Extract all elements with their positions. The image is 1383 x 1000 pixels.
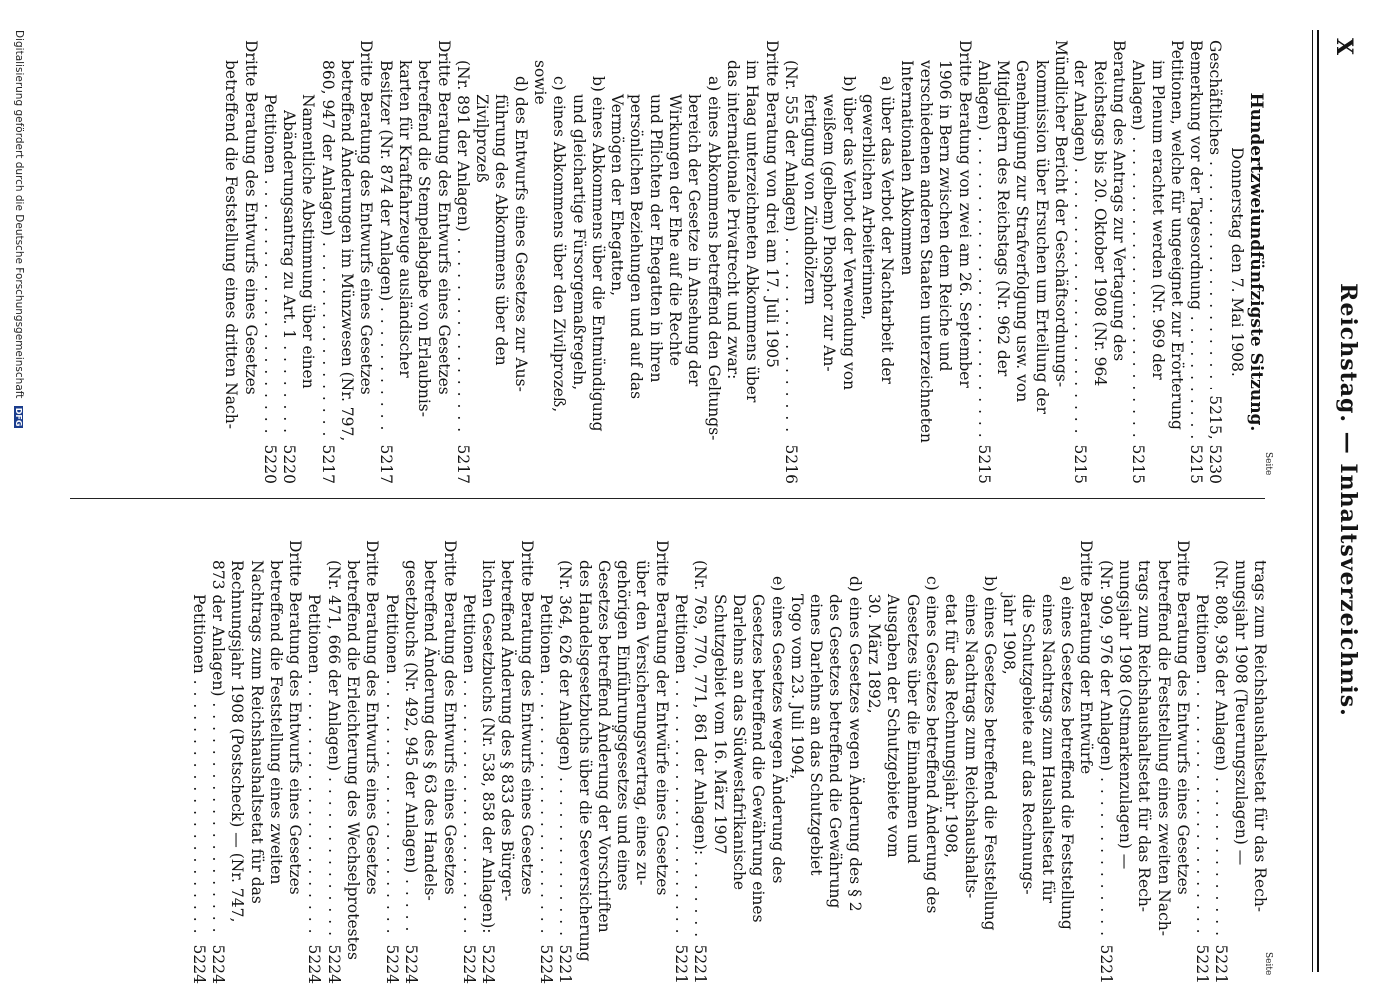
index-entry: Nachtrags zum Reichshaushaltsetat für das — [247, 560, 266, 904]
index-entry: sowie — [531, 60, 550, 105]
entry-text: (Nr. 769, 770, 771, 861 der Anlagen): . . . — [690, 560, 709, 938]
index-entry: verschiedenen anderen Staaten unterzeichneten — [916, 60, 935, 443]
index-entry: eines Nachtrags zum Reichshaushalts- — [961, 594, 980, 899]
index-entry: fertigung von Zündhölzern — [801, 94, 820, 305]
footer-text: Digitalisierung gefördert durch die Deutsche Forschungsgemeinschaft — [13, 30, 25, 399]
running-head: Reichstag. — Inhaltsverzeichnis. — [1335, 283, 1361, 717]
index-entry: Gesetzes über die Einnahmen und — [903, 594, 922, 864]
entry-page-number: 5224 — [537, 944, 556, 984]
seite-label-left: Seite — [1263, 452, 1273, 476]
index-entry: über den Versicherungsvertrag, eines zu- — [633, 560, 652, 886]
entry-page-number: 5220 — [280, 444, 299, 484]
index-entry — [279, 40, 298, 484]
index-entry: a) eines Gesetzes betreffend die Feststellung — [1058, 576, 1077, 930]
index-entry — [478, 540, 497, 984]
entry-page-number: 5217 — [376, 444, 395, 484]
entry-text: Petitionen . . . — [260, 94, 279, 438]
index-entry: betreffend die Feststellung eines dritten Nach- — [222, 60, 241, 429]
index-entry — [304, 540, 323, 984]
index-entry: kommission über Ersuchen um Erteilung der — [1032, 60, 1051, 414]
entry-page-number: 5221 — [1193, 944, 1212, 984]
entry-page-number: 5217 — [453, 444, 472, 484]
entry-text: der Anlagen) . . . — [1070, 60, 1089, 438]
index-entry — [453, 40, 472, 484]
index-entry: karten für Kraftfahrzeuge ausländischer — [395, 60, 414, 378]
index-entry: trags zum Reichshaushaltsetat für das Rech- — [1251, 560, 1269, 913]
index-entry: Ausgaben der Schutzgebiete vom — [884, 594, 903, 858]
index-entry: 30. März 1892, — [865, 594, 884, 714]
index-entry: Internationalen Abkommen — [897, 60, 916, 276]
entry-page-number: 5224 — [459, 944, 478, 984]
page-number: X — [1331, 38, 1357, 56]
index-entry — [1205, 40, 1224, 484]
entry-text: Petitionen . . . — [459, 594, 478, 938]
entry-text: 860, 947 der Anlagen) . . . — [317, 60, 336, 438]
index-entry: Beratung des Antrags zur Vertagung des — [1109, 40, 1128, 362]
entry-page-number: 5215 — [1129, 444, 1148, 484]
entry-page-number: 5224 — [401, 944, 420, 984]
index-entry: trags zum Reichshaushaltsetat für das Rech- — [1135, 560, 1154, 913]
index-entry: Darlehns an das Südwestafrikanische — [729, 594, 748, 891]
index-entry: bereich der Gesetze in Ansehung der — [685, 94, 704, 387]
index-entry: c) eines Gesetzes betreffend Änderung des — [922, 576, 941, 914]
index-entry — [974, 40, 993, 484]
index-entry: Dritte Beratung des Entwurfs eines Gesetzes — [363, 540, 382, 895]
index-entry — [1095, 540, 1114, 984]
index-entry: jahr 1908, — [1000, 594, 1019, 675]
session-title: Hundertzweiundfünfzigste Sitzung. — [1246, 92, 1266, 432]
entry-text: Anlagen) . . . — [1128, 60, 1147, 438]
index-entry — [317, 40, 336, 484]
index-entry: führung des Abkommens über den — [492, 94, 511, 366]
index-entry: Namentliche Abstimmung über einen — [299, 94, 318, 389]
entry-text: (Nr. 471, 666 der Anlagen) . . . — [323, 560, 342, 938]
index-entry: Dritte Beratung der Entwürfe — [1077, 540, 1096, 775]
entry-text: (Nr. 555 der Anlagen) . . . — [781, 60, 800, 438]
index-entry — [1070, 40, 1089, 484]
index-entry: Wirkungen der Ehe auf die Rechte — [666, 94, 685, 366]
entry-text: Anlagen) . . . — [974, 60, 993, 438]
index-entry — [1211, 540, 1230, 984]
entry-text: (Nr. 909, 976 der Anlagen) . . . — [1095, 560, 1114, 938]
index-entry: 1906 in Bern zwischen dem Reiche und — [936, 60, 955, 372]
index-entry: Dritte Beratung von drei am 17. Juli 1905 — [762, 40, 781, 368]
seite-label-right: Seite — [1263, 952, 1273, 976]
session-date: Donnerstag den 7. Mai 1908. — [1227, 147, 1246, 377]
index-entry: d) eines Gesetzes wegen Änderung des § 2 — [845, 576, 864, 912]
index-entry: eines Nachtrags zum Haushaltsetat für — [1038, 594, 1057, 904]
index-entry: und gleichartige Fürsorgemaßregeln, — [569, 94, 588, 391]
index-entry: Zivilprozeß — [473, 94, 492, 183]
index-entry: b) über das Verbot der Verwendung von — [839, 76, 858, 391]
index-entry: Petitionen, welche für ungeeignet zur Erörterung — [1167, 40, 1186, 430]
index-entry — [401, 540, 420, 984]
dfg-logo-icon: DFG — [14, 407, 23, 427]
header-rule — [1317, 30, 1319, 972]
index-entry: betreffend Änderung des § 833 des Bürger- — [498, 560, 517, 902]
index-entry: e) eines Gesetzes wegen Änderung des — [768, 576, 787, 884]
index-entry: Genehmigung zur Strafverfolgung usw. von — [1013, 60, 1032, 403]
entry-text: (Nr. 364, 626 der Anlagen) . . . — [555, 560, 574, 938]
entry-page-number: 5215 — [974, 444, 993, 484]
index-entry — [208, 540, 227, 984]
index-entry: betreffend Änderung des § 63 des Handels- — [421, 560, 440, 901]
entry-text: 873 der Anlagen) . . . — [208, 560, 227, 938]
index-entry: Gesetzes betreffend Änderung der Vorschriften — [594, 560, 613, 933]
index-entry: betreffend die Feststellung eines zweiten Nach- — [1154, 560, 1173, 936]
index-entry — [188, 540, 207, 984]
header-rule-thin — [1312, 30, 1313, 972]
entry-text: Petitionen . . . — [671, 594, 690, 938]
index-entry: des Gesetzes betreffend die Gewährung — [826, 594, 845, 909]
right-column — [188, 540, 1269, 984]
index-entry: Dritte Beratung des Entwurfs eines Gesetzes — [434, 40, 453, 395]
index-entry: im Haag unterzeichneten Abkommens über — [743, 60, 762, 403]
entry-page-number: 5224 — [305, 944, 324, 984]
entry-text: Petitionen . . . — [381, 594, 400, 938]
index-entry: nungsjahr 1908 (Teuerungszulagen) — — [1231, 560, 1250, 866]
index-entry: Dritte Beratung von zwei am 26. September — [955, 40, 974, 388]
index-entry: persönlichen Beziehungen und auf das — [627, 94, 646, 400]
index-entry: betreffend die Erleichterung des Wechselprotestes — [344, 560, 363, 960]
index-entry — [459, 540, 478, 984]
entry-text: Abänderungsantrag zu Art. 1 . . . — [279, 110, 298, 438]
index-entry: das internationale Privatrecht und zwar: — [723, 60, 742, 380]
index-entry: Dritte Beratung des Entwurfs eines Gesetzes — [357, 40, 376, 395]
entry-page-number: 5221 — [672, 944, 691, 984]
index-entry: d) des Entwurfs eines Gesetzes zur Aus- — [511, 76, 530, 392]
entry-page-number: 5215 — [1071, 444, 1090, 484]
index-entry: Dritte Beratung der Entwürfe eines Gesetzes — [652, 540, 671, 896]
entry-text: lichen Gesetzbuchs (Nr. 538, 858 der Anlagen): . . . — [478, 560, 497, 938]
index-entry: betreffend Änderungen im Münzwesen (Nr. 797, — [338, 60, 357, 442]
entry-page-number: 5224 — [324, 944, 343, 984]
entry-page-number: 5220 — [260, 444, 279, 484]
entry-page-number: 5224 — [208, 944, 227, 984]
index-entry — [1186, 40, 1205, 484]
column-divider — [70, 498, 1265, 499]
entry-text: (Nr. 891 der Anlagen) . . . — [453, 60, 472, 438]
entry-page-number: 5224 — [382, 944, 401, 984]
entry-page-number: 5215 — [1187, 444, 1206, 484]
entry-page-number: 5221 — [556, 944, 575, 984]
index-entry: a) über das Verbot der Nachtarbeit der — [878, 76, 897, 384]
index-entry: Schutzgebiet vom 16. März 1907 — [710, 594, 729, 855]
index-entry — [323, 540, 342, 984]
entry-text: gesetzbuchs (Nr. 492, 945 der Anlagen) . . . — [401, 560, 420, 938]
index-entry — [671, 540, 690, 984]
index-entry: Togo vom 23. Juli 1904, — [787, 594, 806, 780]
index-entry — [781, 40, 800, 484]
index-entry — [260, 40, 279, 484]
entry-page-number: 5221 — [691, 944, 710, 984]
index-entry: Dritte Beratung des Entwurfs eines Gesetzes — [286, 540, 305, 895]
index-entry: betreffend die Stempelabgabe von Erlaubnis- — [415, 60, 434, 417]
index-entry: Mitgliedern des Reichstags (Nr. 962 der — [994, 60, 1013, 377]
index-entry: b) eines Abkommens über die Entmündigung — [588, 76, 607, 432]
index-entry: b) eines Gesetzes betreffend die Feststellung — [980, 576, 999, 931]
index-entry: Dritte Beratung des Entwurfs eines Gesetzes — [241, 40, 260, 395]
digitization-footer — [13, 30, 25, 990]
entry-page-number: 5216 — [781, 444, 800, 484]
index-entry — [381, 540, 400, 984]
index-entry: Reichstags bis 20. Oktober 1908 (Nr. 964 — [1090, 60, 1109, 387]
entry-text: Petitionen . . . — [536, 594, 555, 938]
index-entry — [536, 540, 555, 984]
index-entry — [1192, 540, 1211, 984]
index-entry: betreffend die Feststellung eines zweiten — [266, 560, 285, 885]
index-entry: etat für das Rechnungsjahr 1908, — [942, 594, 961, 858]
index-entry: Rechnungsjahr 1908 (Postscheck) — (Nr. 747, — [228, 560, 247, 923]
entry-text: (Nr. 808, 936 der Anlagen) . . . — [1211, 560, 1230, 938]
index-entry: eines Darlehns an das Schutzgebiet — [807, 594, 826, 876]
entry-text: Petitionen . . . — [188, 594, 207, 938]
entry-page-number: 5217 — [318, 444, 337, 484]
index-entry: gewerblichen Arbeiterinnen, — [859, 94, 878, 320]
index-entry — [375, 40, 394, 484]
entry-text: Geschäftliches . . . — [1205, 40, 1224, 389]
entry-text: Petitionen . . . — [304, 594, 323, 938]
index-entry: Gesetzes betreffend die Gewährung eines — [749, 594, 768, 923]
index-entry: Vermögen der Ehegatten, — [608, 94, 627, 296]
index-entry: im Plenum erachtet werden (Nr. 969 der — [1148, 60, 1167, 380]
right-entries — [188, 540, 1269, 984]
index-entry: Dritte Beratung des Entwurfs eines Gesetzes — [1173, 540, 1192, 895]
entry-page-number: 5215, 5230 — [1206, 395, 1225, 484]
index-entry: Dritte Beratung des Entwurfs eines Gesetzes — [440, 540, 459, 895]
index-entry — [1128, 40, 1147, 484]
index-entry: weißem (gelbem) Phosphor zur An- — [820, 94, 839, 372]
entry-page-number: 5224 — [479, 944, 498, 984]
entry-page-number: 5224 — [189, 944, 208, 984]
index-entry: gehörigen Einführungsgesetzes und eines — [614, 560, 633, 891]
index-entry — [690, 540, 709, 984]
entry-page-number: 5221 — [1212, 944, 1231, 984]
index-entry: die Schutzgebiete auf das Rechnungs- — [1019, 594, 1038, 895]
entry-text: Besitzer (Nr. 874 der Anlagen) . . . — [375, 60, 394, 438]
index-entry — [555, 540, 574, 984]
index-entry: nungsjahr 1908 (Ostmarkenzulagen) — — [1115, 560, 1134, 870]
index-entry: Dritte Beratung des Entwurfs eines Gesetzes — [517, 540, 536, 895]
index-entry: a) eines Abkommens betreffend den Geltungs- — [704, 76, 723, 441]
index-entry: des Handelsgesetzbuchs über die Seeversicherung — [575, 560, 594, 962]
left-entries — [221, 40, 1224, 484]
index-entry: Mündlicher Bericht der Geschäftsordnungs- — [1052, 40, 1071, 388]
entry-text: Petitionen . . . — [1192, 594, 1211, 938]
left-column — [221, 40, 1299, 484]
index-entry: c) eines Abkommens über den Zivilprozeß, — [550, 76, 569, 413]
entry-text: Bemerkung vor der Tagesordnung . . . — [1186, 40, 1205, 438]
index-entry: und Pflichten der Ehegatten in ihren — [646, 94, 665, 383]
entry-page-number: 5221 — [1096, 944, 1115, 984]
